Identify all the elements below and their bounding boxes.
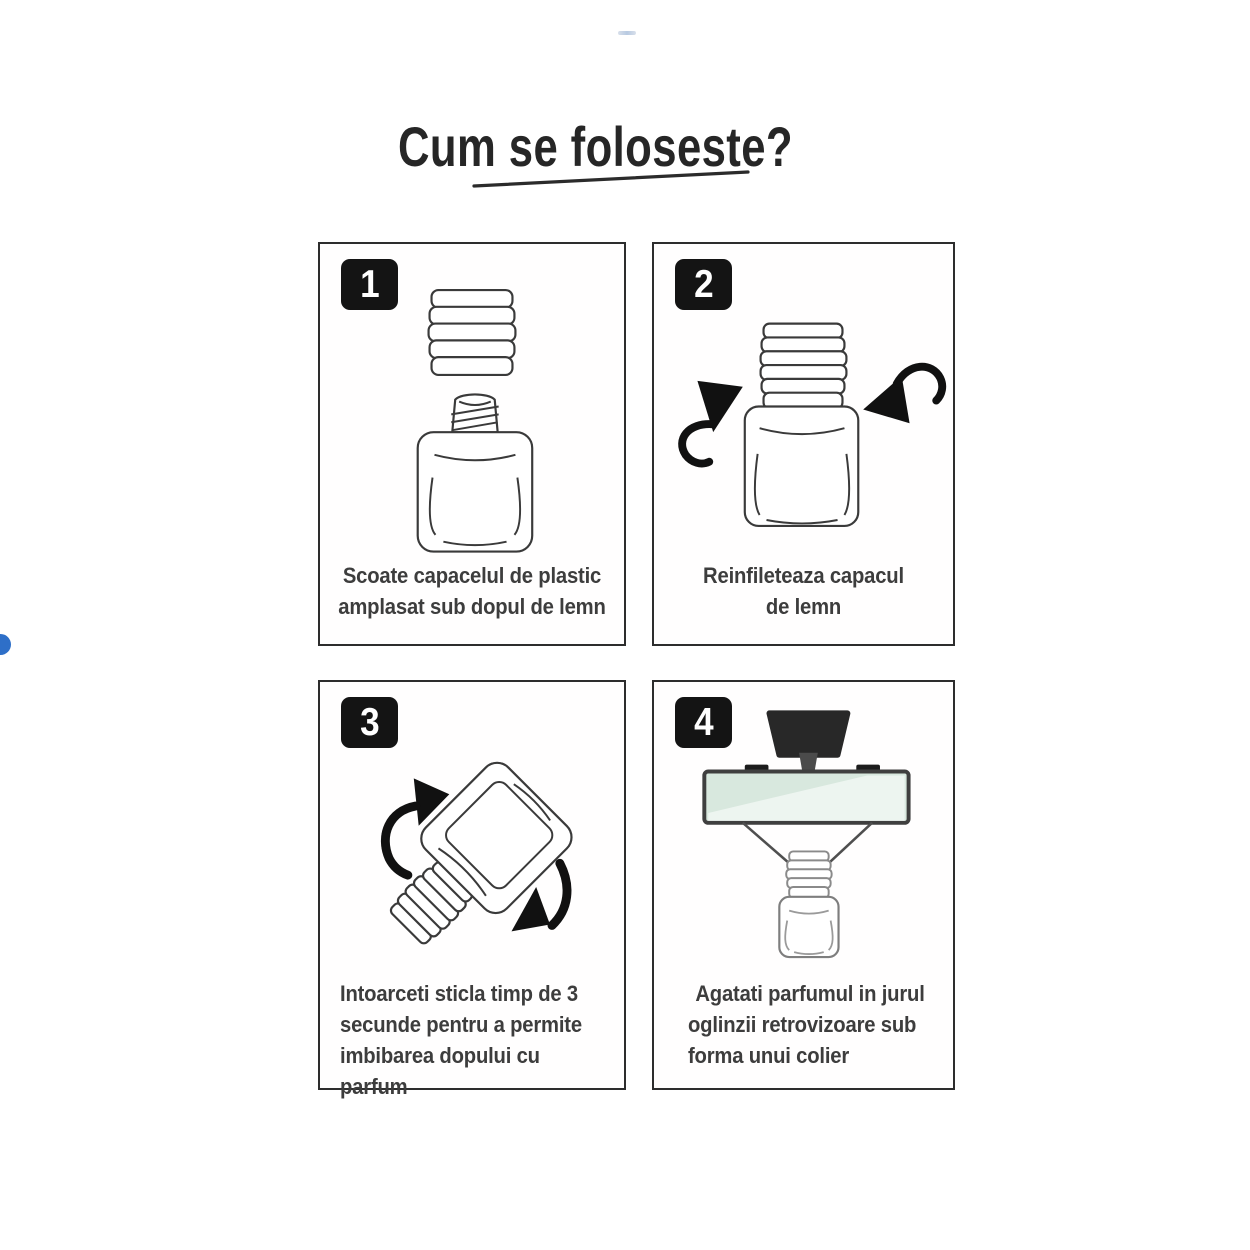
- step-panel-3: [318, 680, 626, 1099]
- title-underline: [468, 164, 756, 192]
- step-panel-4: [652, 680, 955, 1090]
- rearview-mirror-icon: [704, 713, 908, 823]
- carousel-dot[interactable]: [0, 634, 11, 655]
- rotation-arrow-icon: [863, 367, 942, 424]
- wooden-cap-icon: [761, 324, 847, 409]
- panel2-caption: Reinfileteaza capacul de lemn: [703, 563, 904, 619]
- bottle-icon: [779, 851, 838, 957]
- step-number-badge: 1: [341, 259, 398, 310]
- page-title: Cum se foloseste?: [398, 115, 793, 178]
- step-number-badge: 2: [675, 259, 732, 310]
- rotation-arrow-icon: [682, 381, 743, 464]
- bottle-icon: [418, 432, 532, 551]
- panel1-caption: Scoate capacelul de plastic amplasat sub dopul de lemn: [338, 563, 606, 619]
- step-number-badge: 4: [675, 697, 732, 748]
- panel4-caption: Agatati parfumul in jurul oglinzii retrovizoare sub forma unui colier: [688, 981, 925, 1068]
- bottle-icon: [366, 756, 578, 968]
- bottle-icon: [745, 407, 858, 526]
- step-panel-2: [652, 242, 955, 646]
- step-panel-1: [318, 242, 626, 646]
- artifact-smudge: [618, 31, 636, 35]
- thread-neck-icon: [451, 394, 498, 432]
- wooden-cap-icon: [429, 290, 516, 375]
- step-number-badge: 3: [341, 697, 398, 748]
- panel3-caption: Intoarceti sticla timp de 3 secunde pentru a permite imbibarea dopului cu parfum: [340, 981, 582, 1099]
